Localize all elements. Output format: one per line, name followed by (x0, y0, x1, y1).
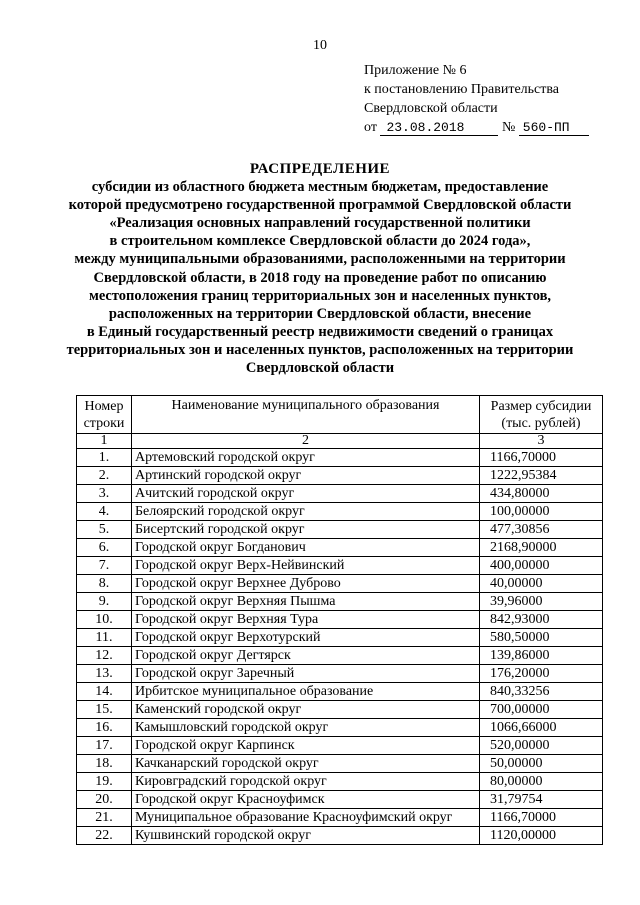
municipality-name: Городской округ Верхняя Пышма (132, 593, 480, 611)
row-number: 18. (77, 755, 132, 773)
table-row (77, 665, 603, 683)
row-number: 2. (77, 467, 132, 485)
table-row (77, 611, 603, 629)
title-line: расположенных на территории Свердловской области, внесение (108, 305, 532, 322)
document-title (0, 160, 640, 377)
table-row (77, 737, 603, 755)
municipality-name: Артинский городской округ (132, 467, 480, 485)
header-amount-line1: Размер субсидии (490, 398, 592, 414)
subsidy-amount: 520,00000 (480, 737, 603, 755)
municipality-name: Белоярский городской округ (132, 503, 480, 521)
row-number: 11. (77, 629, 132, 647)
subsidy-amount: 31,79754 (480, 791, 603, 809)
subsidy-amount: 477,30856 (480, 521, 603, 539)
municipality-name: Городской округ Карпинск (132, 737, 480, 755)
subsidy-amount: 40,00000 (480, 575, 603, 593)
decree-number: 560-ПП (519, 120, 589, 136)
title-line: Свердловской области (245, 360, 395, 377)
municipality-name: Бисертский городской округ (132, 521, 480, 539)
appendix-title: Приложение № 6 (364, 63, 467, 78)
table-row (77, 539, 603, 557)
municipality-name: Кушвинский городской округ (132, 827, 480, 845)
table-header-row (77, 396, 603, 434)
title-line: в строительном комплексе Свердловской области до 2024 года», (109, 233, 531, 250)
column-number: 3 (480, 434, 603, 449)
row-number: 17. (77, 737, 132, 755)
subsidy-amount: 100,00000 (480, 503, 603, 521)
table-row (77, 809, 603, 827)
title-heading: РАСПРЕДЕЛЕНИЕ (249, 161, 391, 177)
page-number: 10 (313, 38, 327, 53)
header-row-number (77, 396, 132, 434)
table-row (77, 827, 603, 845)
table-row (77, 647, 603, 665)
title-line: местоположения границ территориальных зон и населенных пунктов, (88, 287, 552, 304)
subsidy-amount: 700,00000 (480, 701, 603, 719)
municipality-name: Городской округ Дегтярск (132, 647, 480, 665)
subsidy-amount: 1222,95384 (480, 467, 603, 485)
row-number: 15. (77, 701, 132, 719)
column-number: 2 (132, 434, 480, 449)
row-number: 8. (77, 575, 132, 593)
header-subsidy-amount (480, 396, 603, 434)
row-number: 13. (77, 665, 132, 683)
decree-date: 23.08.2018 (380, 120, 498, 136)
title-line: которой предусмотрено государственной программой Свердловской области (68, 197, 572, 214)
row-number: 19. (77, 773, 132, 791)
subsidy-amount: 1066,66000 (480, 719, 603, 737)
table-row (77, 557, 603, 575)
table-row (77, 485, 603, 503)
header-amount-line2: (тыс. рублей) (501, 415, 581, 431)
table-row (77, 467, 603, 485)
municipality-name: Городской округ Верхотурский (132, 629, 480, 647)
row-number: 1. (77, 449, 132, 467)
appendix-date-line (364, 118, 589, 137)
from-label: от (364, 120, 377, 135)
subsidy-amount: 139,86000 (480, 647, 603, 665)
row-number: 14. (77, 683, 132, 701)
table-row (77, 755, 603, 773)
subsidy-table (76, 395, 603, 845)
subsidy-amount: 1166,70000 (480, 809, 603, 827)
number-label: № (501, 120, 516, 135)
table-row (77, 701, 603, 719)
row-number: 6. (77, 539, 132, 557)
municipality-name: Городской округ Верхняя Тура (132, 611, 480, 629)
municipality-name: Городской округ Верх-Нейвинский (132, 557, 480, 575)
subsidy-amount: 39,96000 (480, 593, 603, 611)
row-number: 22. (77, 827, 132, 845)
table-row (77, 629, 603, 647)
row-number: 5. (77, 521, 132, 539)
header-row-number-line1: Номер (84, 398, 124, 414)
subsidy-amount: 842,93000 (480, 611, 603, 629)
subsidy-amount: 400,00000 (480, 557, 603, 575)
row-number: 20. (77, 791, 132, 809)
subsidy-amount: 50,00000 (480, 755, 603, 773)
title-line: в Единый государственный реестр недвижимости сведений о границах (86, 323, 554, 340)
table-row (77, 773, 603, 791)
table-row (77, 449, 603, 467)
title-line: «Реализация основных направлений государственной политики (109, 215, 531, 232)
municipality-name: Ачитский городской округ (132, 485, 480, 503)
municipality-name: Муниципальное образование Красноуфимский округ (132, 809, 480, 827)
title-line: Свердловской области, в 2018 году на проведение работ по описанию (93, 269, 547, 286)
appendix-block (364, 61, 589, 137)
appendix-reference: к постановлению Правительства (364, 82, 560, 97)
row-number: 3. (77, 485, 132, 503)
row-number: 12. (77, 647, 132, 665)
table-row (77, 593, 603, 611)
municipality-name: Каменский городской округ (132, 701, 480, 719)
municipality-name: Городской округ Верхнее Дуброво (132, 575, 480, 593)
subsidy-amount: 434,80000 (480, 485, 603, 503)
table-row (77, 503, 603, 521)
appendix-region: Свердловской области (364, 101, 498, 116)
row-number: 4. (77, 503, 132, 521)
subsidy-amount: 1166,70000 (480, 449, 603, 467)
subsidy-amount: 176,20000 (480, 665, 603, 683)
title-line: территориальных зон и населенных пунктов, расположенных на территории (66, 341, 574, 358)
table-row (77, 791, 603, 809)
subsidy-amount: 2168,90000 (480, 539, 603, 557)
header-row-number-line2: строки (83, 415, 125, 431)
title-line: субсидии из областного бюджета местным бюджетам, предоставление (91, 179, 549, 196)
row-number: 21. (77, 809, 132, 827)
municipality-name: Артемовский городской округ (132, 449, 480, 467)
municipality-name: Городской округ Красноуфимск (132, 791, 480, 809)
header-municipality: Наименование муниципального образования (132, 396, 480, 434)
row-number: 16. (77, 719, 132, 737)
row-number: 9. (77, 593, 132, 611)
row-number: 7. (77, 557, 132, 575)
column-number: 1 (77, 434, 132, 449)
municipality-name: Качканарский городской округ (132, 755, 480, 773)
subsidy-amount: 840,33256 (480, 683, 603, 701)
municipality-name: Камышловский городской округ (132, 719, 480, 737)
column-numbering-row (77, 434, 603, 449)
subsidy-amount: 1120,00000 (480, 827, 603, 845)
municipality-name: Городской округ Богданович (132, 539, 480, 557)
municipality-name: Ирбитское муниципальное образование (132, 683, 480, 701)
row-number: 10. (77, 611, 132, 629)
table-row (77, 719, 603, 737)
table-body (77, 449, 603, 845)
subsidy-amount: 580,50000 (480, 629, 603, 647)
municipality-name: Городской округ Заречный (132, 665, 480, 683)
table-row (77, 521, 603, 539)
table-row (77, 575, 603, 593)
subsidy-amount: 80,00000 (480, 773, 603, 791)
municipality-name: Кировградский городской округ (132, 773, 480, 791)
title-line: между муниципальными образованиями, расположенными на территории (74, 251, 566, 268)
table-row (77, 683, 603, 701)
